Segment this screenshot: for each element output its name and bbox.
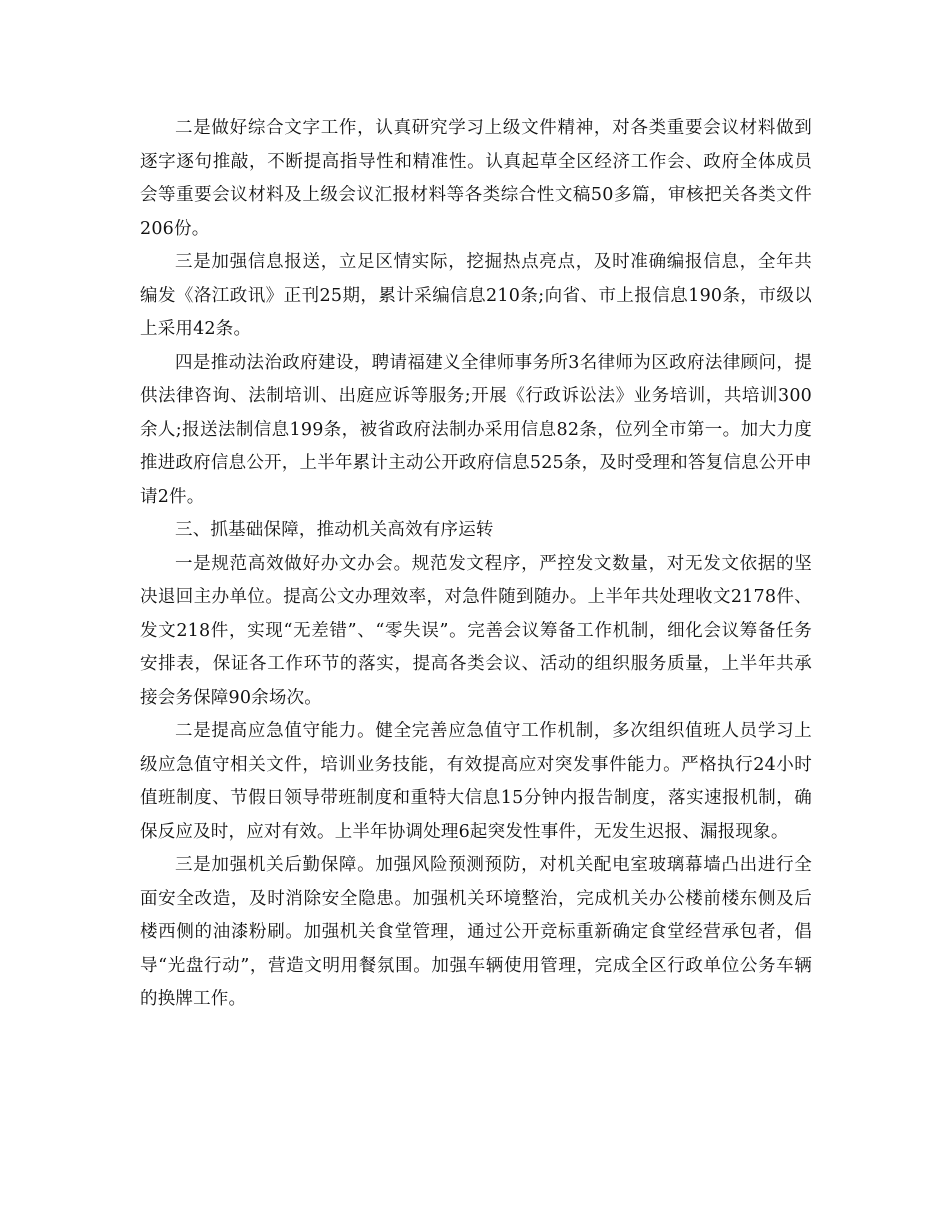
section-heading: 三、抓基础保障，推动机关高效有序运转 [175,520,494,540]
paragraph-logistics-support: 三是加强机关后勤保障。加强风险预测预防，对机关配电室玻璃幕墙凸出进行全面安全改造，及时消除安全隐患。加强机关环境整治，完成机关办公楼前楼东侧及后楼西侧的油漆粉刷。加强机关食堂管理，通过公开竞标重新确定食堂经营承包者，倡导“光盘行动”，营造文明用餐氛围。加强车辆使用管理，完成全区行政单位公务车辆的换牌工作。 [140,855,812,1009]
paragraph-rule-of-law: 四是推动法治政府建设，聘请福建义全律师事务所3名律师为区政府法律顾问，提供法律咨询、法制培训、出庭应诉等服务;开展《行政诉讼法》业务培训，共培训300余人;报送法制信息199条，被省政府法制办采用信息82条，位列全市第一。加大力度推进政府信息公开，上半年累计主动公开政府信息525条，及时受理和答复信息公开申请2件。 [140,352,812,507]
paragraph-document-handling: 一是规范高效做好办文办会。规范发文程序，严控发文数量，对无发文依据的坚决退回主办单位。提高公文办理效率，对急件随到随办。上半年共处理收文2178件、发文218件，实现“无差错”、“零失误”。完善会议筹备工作机制，细化会议筹备任务安排表，保证各工作环节的落实，提高各类会议、活动的组织服务质量，上半年共承接会务保障90余场次。 [140,553,812,708]
paragraph-comprehensive-writing: 二是做好综合文字工作，认真研究学习上级文件精神，对各类重要会议材料做到逐字逐句推敲，不断提高指导性和精准性。认真起草全区经济工作会、政府全体成员会等重要会议材料及上级会议汇报材料等各类综合性文稿50多篇，审核把关各类文件206份。 [140,118,812,239]
paragraph-emergency-duty: 二是提高应急值守能力。健全完善应急值守工作机制，多次组织值班人员学习上级应急值守相关文件，培训业务技能，有效提高应对突发事件能力。严格执行24小时值班制度、节假日领导带班制度和重特大信息15分钟内报告制度，落实速报机制，确保反应及时，应对有效。上半年协调处理6起突发性事件，无发生迟报、漏报现象。 [140,721,812,842]
paragraph-information-reporting: 三是加强信息报送，立足区情实际，挖掘热点亮点，及时准确编报信息，全年共编发《洛江政讯》正刊25期，累计采编信息210条;向省、市上报信息190条，市级以上采用42条。 [140,252,812,339]
